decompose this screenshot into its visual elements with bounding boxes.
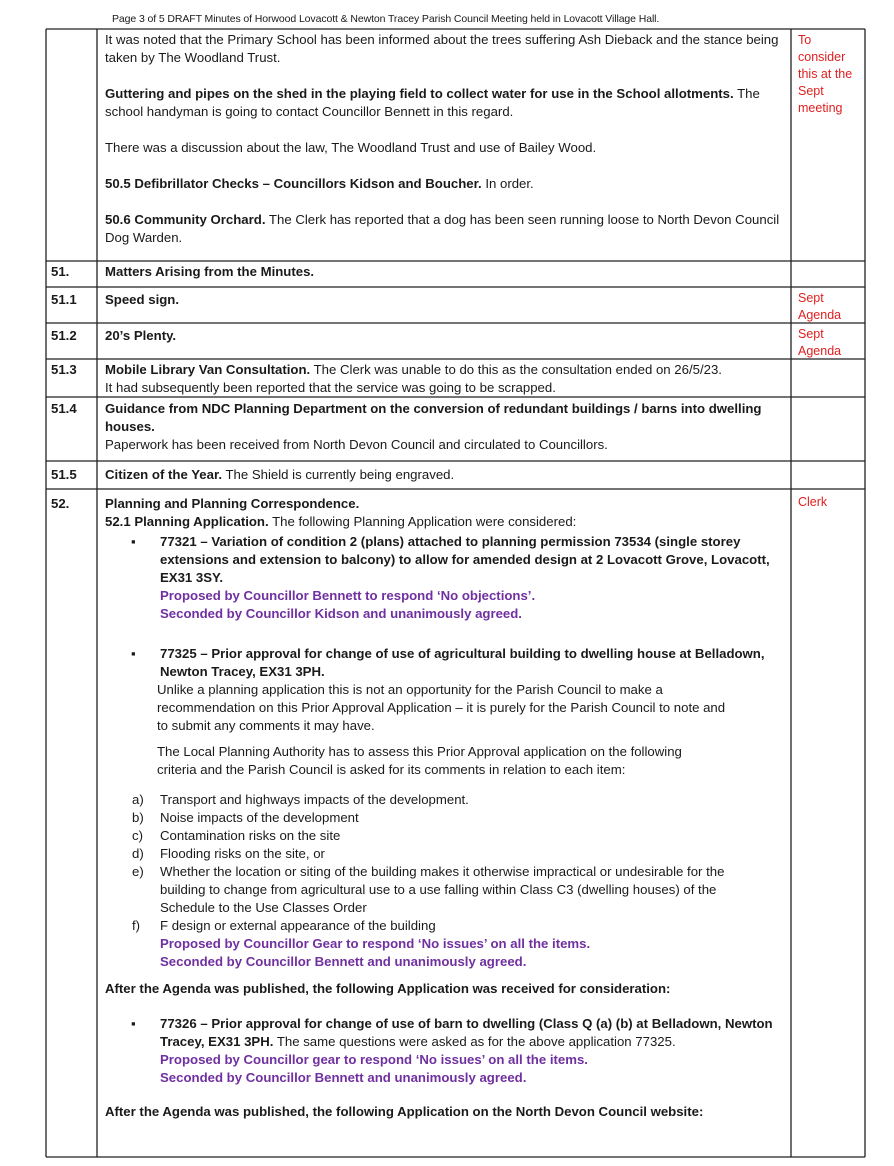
application-77321 bbox=[105, 533, 789, 623]
criteria-letter: f) bbox=[132, 918, 141, 933]
twenty-plenty-heading: 20’s Plenty. bbox=[105, 328, 177, 343]
application-77321-text: 77321 – Variation of condition 2 (plans) attached to planning permission 73534 (single storey extensions and extension to balcony) to allow for amended design at 2 Lovacott Grove, Lovacott, EX31 3SY. bbox=[160, 534, 770, 585]
application-77325-proposed: Proposed by Councillor Gear to respond ‘No issues’ on all the items. bbox=[160, 936, 591, 951]
application-77326-seconded: Seconded by Councillor Bennett and unanimously agreed. bbox=[160, 1070, 527, 1085]
criteria-item-c bbox=[105, 827, 789, 845]
criteria-letter: a) bbox=[132, 792, 144, 807]
application-77326-heading: 77326 – Prior approval for change of use of barn to dwelling (Class Q (a) (b) at Belladown, Newton Tracey, EX31 3PH. bbox=[160, 1016, 773, 1049]
twenty-plenty-action: Sept Agenda bbox=[798, 327, 842, 358]
guttering-heading: Guttering and pipes on the shed in the playing field to collect water for use in the School allotments. bbox=[105, 86, 734, 101]
application-77326 bbox=[105, 1015, 789, 1087]
criteria-letter: b) bbox=[132, 810, 144, 825]
item-number-51-4: 51.4 bbox=[51, 401, 77, 416]
citizen-of-year-heading: Citizen of the Year. bbox=[105, 467, 223, 482]
citizen-of-year-item bbox=[105, 466, 789, 484]
continuation-row-body bbox=[105, 31, 789, 247]
mobile-library-line1 bbox=[105, 361, 789, 379]
defibrillator-heading: 50.5 Defibrillator Checks – Councillors Kidson and Boucher. bbox=[105, 176, 482, 191]
ndc-guidance-heading: Guidance from NDC Planning Department on the conversion of redundant buildings / barns into dwelling houses. bbox=[105, 401, 762, 434]
community-orchard-heading: 50.6 Community Orchard. bbox=[105, 212, 266, 227]
application-77326-note: The same questions were asked as for the above application 77325. bbox=[273, 1034, 676, 1049]
ndc-guidance-item bbox=[105, 400, 789, 454]
planning-application-subheading: 52.1 Planning Application. bbox=[105, 514, 269, 529]
application-77325 bbox=[105, 645, 789, 681]
criteria-item-b bbox=[105, 809, 789, 827]
criteria-text: Whether the location or siting of the building makes it otherwise impractical or undesirable for the building to change from agricultural use to a use falling within Class C3 (dwelling houses) of the Schedule to the Use Classes Order bbox=[160, 864, 725, 915]
criteria-item-e bbox=[105, 863, 789, 917]
application-77321-proposed: Proposed by Councillor Bennett to respond ‘No objections’. bbox=[160, 588, 536, 603]
criteria-text: Flooding risks on the site, or bbox=[160, 846, 325, 861]
criteria-letter: d) bbox=[132, 846, 144, 861]
after-agenda-note-2: After the Agenda was published, the following Application on the North Devon Council website: bbox=[105, 1104, 704, 1119]
guttering-note bbox=[105, 85, 789, 121]
speed-sign-action: Sept Agenda bbox=[798, 291, 842, 322]
item-number-51-3: 51.3 bbox=[51, 362, 77, 377]
item-number-51-1: 51.1 bbox=[51, 292, 77, 307]
criteria-item-a bbox=[105, 791, 789, 809]
mobile-library-line2: It had subsequently been reported that the service was going to be scrapped. bbox=[105, 380, 556, 395]
criteria-letter: e) bbox=[132, 864, 144, 879]
criteria-letter: c) bbox=[132, 828, 143, 843]
after-agenda-note-1: After the Agenda was published, the following Application was received for consideration: bbox=[105, 981, 671, 996]
bailey-wood-note: There was a discussion about the law, The Woodland Trust and use of Bailey Wood. bbox=[105, 140, 597, 155]
planning-heading: Planning and Planning Correspondence. bbox=[105, 496, 360, 511]
item-number-51-2: 51.2 bbox=[51, 328, 77, 343]
application-77326-text bbox=[160, 1015, 789, 1051]
item-number-52: 52. bbox=[51, 496, 70, 511]
page-header: Page 3 of 5 DRAFT Minutes of Horwood Lovacott & Newton Tracey Parish Council Meeting held in Lovacott Village Hall. bbox=[112, 13, 660, 25]
application-77321-seconded: Seconded by Councillor Kidson and unanimously agreed. bbox=[160, 606, 522, 621]
criteria-item-d bbox=[105, 845, 789, 863]
planning-application-subtext: The following Planning Application were considered: bbox=[268, 514, 577, 529]
defibrillator-text: In order. bbox=[481, 176, 534, 191]
citizen-of-year-line bbox=[105, 466, 789, 484]
ndc-guidance-text: Paperwork has been received from North Devon Council and circulated to Councillors. bbox=[105, 437, 608, 452]
prior-approval-criteria-intro: The Local Planning Authority has to assess this Prior Approval application on the following criteria and the Parish Council is asked for its comments in relation to each item: bbox=[157, 744, 682, 777]
planning-section bbox=[105, 495, 789, 1121]
planning-application-intro bbox=[105, 513, 789, 531]
item-number-51: 51. bbox=[51, 264, 70, 279]
item-number-51-5: 51.5 bbox=[51, 467, 77, 482]
criteria-text: Contamination risks on the site bbox=[160, 828, 341, 843]
community-orchard-item bbox=[105, 211, 789, 247]
mobile-library-text: The Clerk was unable to do this as the consultation ended on 26/5/23. bbox=[310, 362, 722, 377]
criteria-item-f bbox=[105, 917, 789, 935]
application-77325-text: 77325 – Prior approval for change of use of agricultural building to dwelling house at Belladown, Newton Tracey, EX31 3PH. bbox=[160, 646, 765, 679]
citizen-of-year-text: The Shield is currently being engraved. bbox=[222, 467, 455, 482]
prior-approval-explanation: Unlike a planning application this is not an opportunity for the Parish Council to make a recommendation on this Prior Approval Application – it is purely for the Parish Council to note and to submit any comments it may have. bbox=[157, 682, 726, 733]
mobile-library-heading: Mobile Library Van Consultation. bbox=[105, 362, 311, 377]
ash-dieback-note: It was noted that the Primary School has been informed about the trees suffering Ash Dieback and the stance being taken by The Woodland Trust. bbox=[105, 32, 779, 65]
planning-action: Clerk bbox=[798, 495, 828, 509]
bullet-icon: ▪ bbox=[131, 534, 136, 549]
criteria-text: Noise impacts of the development bbox=[160, 810, 359, 825]
defibrillator-item bbox=[105, 175, 789, 193]
application-77326-proposed: Proposed by Councillor gear to respond ‘No issues’ on all the items. bbox=[160, 1052, 588, 1067]
speed-sign-heading: Speed sign. bbox=[105, 292, 180, 307]
continuation-action: To consider this at the Sept meeting bbox=[798, 33, 853, 115]
bullet-icon: ▪ bbox=[131, 1016, 136, 1031]
criteria-text: F design or external appearance of the building bbox=[160, 918, 436, 933]
criteria-text: Transport and highways impacts of the development. bbox=[160, 792, 469, 807]
bullet-icon: ▪ bbox=[131, 646, 136, 661]
community-orchard-text: The Clerk has reported that a dog has been seen running loose to North Devon Council Dog Warden. bbox=[105, 212, 780, 245]
matters-arising-heading: Matters Arising from the Minutes. bbox=[105, 264, 315, 279]
mobile-library-item bbox=[105, 361, 789, 397]
application-77325-seconded: Seconded by Councillor Bennett and unanimously agreed. bbox=[160, 954, 527, 969]
guttering-text: The school handyman is going to contact Councillor Bennett in this regard. bbox=[105, 86, 760, 119]
